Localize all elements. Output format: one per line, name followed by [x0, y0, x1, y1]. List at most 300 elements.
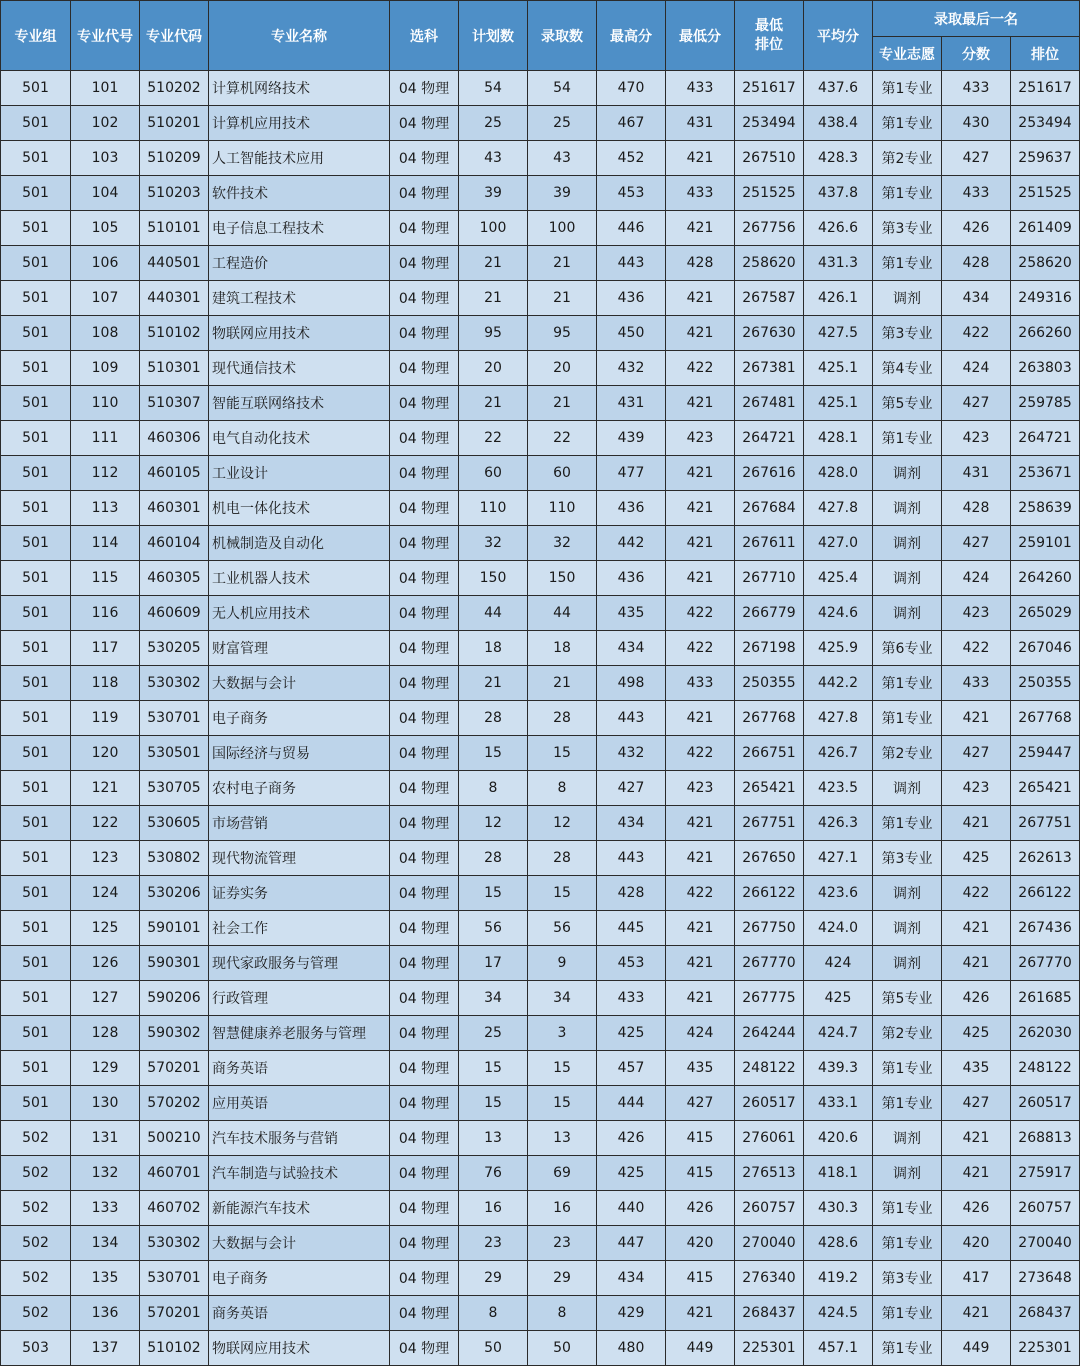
- cell-major-code: 510202: [140, 71, 209, 106]
- cell-major-name: 智能互联网络技术: [209, 386, 390, 421]
- cell-group: 501: [1, 456, 71, 491]
- cell-min-rank: 267684: [735, 491, 804, 526]
- header-max-score[interactable]: 最高分: [597, 1, 666, 71]
- cell-major-no: 113: [71, 491, 140, 526]
- cell-min-score: 422: [666, 596, 735, 631]
- cell-last-score: 428: [942, 246, 1011, 281]
- cell-last-score: 421: [942, 1156, 1011, 1191]
- cell-last-choice: 第1专业: [873, 701, 942, 736]
- cell-min-score: 433: [666, 71, 735, 106]
- cell-last-rank: 266260: [1011, 316, 1080, 351]
- cell-plan: 17: [459, 946, 528, 981]
- cell-avg-score: 430.3: [804, 1191, 873, 1226]
- table-row[interactable]: [1, 211, 1080, 246]
- cell-subject: 04 物理: [390, 1331, 459, 1366]
- cell-plan: 28: [459, 841, 528, 876]
- cell-major-name: 农村电子商务: [209, 771, 390, 806]
- cell-min-rank: 267768: [735, 701, 804, 736]
- header-subject[interactable]: 选科: [390, 1, 459, 71]
- cell-last-rank: 267768: [1011, 701, 1080, 736]
- cell-min-rank: 267587: [735, 281, 804, 316]
- cell-max-score: 435: [597, 596, 666, 631]
- cell-last-choice: 第5专业: [873, 981, 942, 1016]
- cell-min-rank: 264244: [735, 1016, 804, 1051]
- cell-last-rank: 267770: [1011, 946, 1080, 981]
- table-row[interactable]: [1, 561, 1080, 596]
- cell-last-score: 427: [942, 526, 1011, 561]
- cell-last-score: 433: [942, 71, 1011, 106]
- cell-major-no: 122: [71, 806, 140, 841]
- cell-avg-score: 423.6: [804, 876, 873, 911]
- cell-admitted: 28: [528, 841, 597, 876]
- cell-last-choice: 调剂: [873, 281, 942, 316]
- header-major-code[interactable]: 专业代码: [140, 1, 209, 71]
- cell-plan: 56: [459, 911, 528, 946]
- cell-avg-score: 433.1: [804, 1086, 873, 1121]
- table-row[interactable]: [1, 316, 1080, 351]
- cell-subject: 04 物理: [390, 666, 459, 701]
- cell-avg-score: 424: [804, 946, 873, 981]
- cell-last-rank: 249316: [1011, 281, 1080, 316]
- cell-min-rank: 267630: [735, 316, 804, 351]
- cell-last-rank: 259447: [1011, 736, 1080, 771]
- header-admitted[interactable]: 录取数: [528, 1, 597, 71]
- cell-plan: 15: [459, 736, 528, 771]
- cell-plan: 34: [459, 981, 528, 1016]
- cell-major-no: 131: [71, 1121, 140, 1156]
- cell-last-choice: 第1专业: [873, 246, 942, 281]
- cell-admitted: 15: [528, 736, 597, 771]
- cell-last-rank: 248122: [1011, 1051, 1080, 1086]
- cell-subject: 04 物理: [390, 386, 459, 421]
- cell-major-no: 114: [71, 526, 140, 561]
- table-row[interactable]: [1, 491, 1080, 526]
- cell-major-name: 社会工作: [209, 911, 390, 946]
- table-row[interactable]: [1, 351, 1080, 386]
- cell-avg-score: 425.1: [804, 386, 873, 421]
- cell-major-no: 109: [71, 351, 140, 386]
- cell-subject: 04 物理: [390, 806, 459, 841]
- table-row[interactable]: [1, 71, 1080, 106]
- cell-admitted: 28: [528, 701, 597, 736]
- cell-last-choice: 第1专业: [873, 1191, 942, 1226]
- table-row[interactable]: [1, 701, 1080, 736]
- cell-group: 502: [1, 1296, 71, 1331]
- cell-major-code: 570202: [140, 1086, 209, 1121]
- cell-min-rank: 276513: [735, 1156, 804, 1191]
- cell-group: 501: [1, 1051, 71, 1086]
- cell-max-score: 443: [597, 701, 666, 736]
- cell-major-name: 市场营销: [209, 806, 390, 841]
- cell-major-code: 530705: [140, 771, 209, 806]
- cell-major-no: 105: [71, 211, 140, 246]
- cell-avg-score: 438.4: [804, 106, 873, 141]
- cell-max-score: 442: [597, 526, 666, 561]
- cell-admitted: 95: [528, 316, 597, 351]
- cell-major-no: 117: [71, 631, 140, 666]
- cell-avg-score: 428.1: [804, 421, 873, 456]
- cell-avg-score: 426.7: [804, 736, 873, 771]
- header-group[interactable]: 专业组: [1, 1, 71, 71]
- cell-last-rank: 250355: [1011, 666, 1080, 701]
- cell-major-code: 460105: [140, 456, 209, 491]
- cell-last-choice: 调剂: [873, 946, 942, 981]
- cell-major-name: 无人机应用技术: [209, 596, 390, 631]
- cell-major-no: 112: [71, 456, 140, 491]
- cell-major-name: 汽车技术服务与营销: [209, 1121, 390, 1156]
- header-avg-score[interactable]: 平均分: [804, 1, 873, 71]
- cell-major-name: 机电一体化技术: [209, 491, 390, 526]
- cell-min-rank: 276340: [735, 1261, 804, 1296]
- cell-last-choice: 第4专业: [873, 351, 942, 386]
- cell-plan: 15: [459, 1086, 528, 1121]
- cell-avg-score: 425.9: [804, 631, 873, 666]
- cell-plan: 8: [459, 771, 528, 806]
- cell-major-code: 510102: [140, 1331, 209, 1366]
- cell-group: 502: [1, 1121, 71, 1156]
- cell-max-score: 453: [597, 946, 666, 981]
- cell-major-no: 111: [71, 421, 140, 456]
- cell-last-rank: 270040: [1011, 1226, 1080, 1261]
- table-row[interactable]: [1, 386, 1080, 421]
- cell-avg-score: 419.2: [804, 1261, 873, 1296]
- cell-min-score: 431: [666, 106, 735, 141]
- header-min-rank[interactable]: [735, 1, 804, 71]
- table-row[interactable]: [1, 1296, 1080, 1331]
- cell-plan: 22: [459, 421, 528, 456]
- cell-last-choice: 调剂: [873, 526, 942, 561]
- cell-group: 502: [1, 1191, 71, 1226]
- cell-plan: 150: [459, 561, 528, 596]
- cell-last-rank: 260757: [1011, 1191, 1080, 1226]
- table-row[interactable]: [1, 1261, 1080, 1296]
- cell-last-rank: 267046: [1011, 631, 1080, 666]
- table-row[interactable]: [1, 736, 1080, 771]
- cell-avg-score: 428.0: [804, 456, 873, 491]
- table-row[interactable]: [1, 806, 1080, 841]
- cell-min-rank: 251525: [735, 176, 804, 211]
- cell-min-rank: 258620: [735, 246, 804, 281]
- cell-major-no: 136: [71, 1296, 140, 1331]
- cell-subject: 04 物理: [390, 561, 459, 596]
- cell-major-code: 590206: [140, 981, 209, 1016]
- cell-avg-score: 427.1: [804, 841, 873, 876]
- cell-last-rank: 258639: [1011, 491, 1080, 526]
- cell-admitted: 15: [528, 1051, 597, 1086]
- cell-last-choice: 第2专业: [873, 736, 942, 771]
- cell-min-rank: 248122: [735, 1051, 804, 1086]
- cell-major-code: 530302: [140, 1226, 209, 1261]
- cell-subject: 04 物理: [390, 211, 459, 246]
- cell-group: 501: [1, 71, 71, 106]
- cell-major-name: 工程造价: [209, 246, 390, 281]
- table-row[interactable]: [1, 1156, 1080, 1191]
- table-row[interactable]: [1, 1121, 1080, 1156]
- table-row[interactable]: [1, 421, 1080, 456]
- cell-last-choice: 第1专业: [873, 1051, 942, 1086]
- header-min-score[interactable]: 最低分: [666, 1, 735, 71]
- cell-last-choice: 第1专业: [873, 71, 942, 106]
- cell-major-no: 115: [71, 561, 140, 596]
- cell-min-rank: 267756: [735, 211, 804, 246]
- cell-major-no: 110: [71, 386, 140, 421]
- cell-plan: 21: [459, 246, 528, 281]
- cell-last-score: 426: [942, 981, 1011, 1016]
- cell-max-score: 425: [597, 1016, 666, 1051]
- cell-last-rank: 268437: [1011, 1296, 1080, 1331]
- cell-group: 501: [1, 351, 71, 386]
- cell-max-score: 434: [597, 806, 666, 841]
- cell-major-code: 570201: [140, 1296, 209, 1331]
- cell-admitted: 18: [528, 631, 597, 666]
- table-row[interactable]: [1, 911, 1080, 946]
- cell-max-score: 447: [597, 1226, 666, 1261]
- table-row[interactable]: [1, 281, 1080, 316]
- cell-avg-score: 426.3: [804, 806, 873, 841]
- cell-min-rank: 251617: [735, 71, 804, 106]
- header-last-choice[interactable]: 专业志愿: [873, 37, 942, 71]
- cell-subject: 04 物理: [390, 946, 459, 981]
- cell-group: 502: [1, 1226, 71, 1261]
- table-row[interactable]: [1, 876, 1080, 911]
- table-row[interactable]: [1, 1051, 1080, 1086]
- table-row[interactable]: [1, 1016, 1080, 1051]
- cell-group: 501: [1, 666, 71, 701]
- cell-avg-score: 426.6: [804, 211, 873, 246]
- cell-last-choice: 第1专业: [873, 106, 942, 141]
- table-row[interactable]: [1, 176, 1080, 211]
- table-row[interactable]: [1, 631, 1080, 666]
- cell-admitted: 8: [528, 771, 597, 806]
- cell-min-score: 421: [666, 701, 735, 736]
- cell-major-code: 460701: [140, 1156, 209, 1191]
- cell-last-choice: 调剂: [873, 1121, 942, 1156]
- table-row[interactable]: [1, 1191, 1080, 1226]
- cell-max-score: 434: [597, 631, 666, 666]
- cell-admitted: 21: [528, 386, 597, 421]
- cell-group: 503: [1, 1331, 71, 1366]
- cell-subject: 04 物理: [390, 281, 459, 316]
- cell-last-rank: 273648: [1011, 1261, 1080, 1296]
- cell-major-name: 智慧健康养老服务与管理: [209, 1016, 390, 1051]
- table-row[interactable]: [1, 141, 1080, 176]
- cell-plan: 95: [459, 316, 528, 351]
- cell-subject: 04 物理: [390, 1226, 459, 1261]
- cell-min-score: 421: [666, 281, 735, 316]
- table-row[interactable]: [1, 981, 1080, 1016]
- cell-subject: 04 物理: [390, 106, 459, 141]
- cell-avg-score: 427.8: [804, 491, 873, 526]
- cell-min-rank: 266779: [735, 596, 804, 631]
- cell-plan: 15: [459, 876, 528, 911]
- cell-last-choice: 第3专业: [873, 1261, 942, 1296]
- cell-admitted: 32: [528, 526, 597, 561]
- cell-max-score: 426: [597, 1121, 666, 1156]
- cell-major-name: 商务英语: [209, 1051, 390, 1086]
- table-row[interactable]: [1, 1226, 1080, 1261]
- cell-min-score: 428: [666, 246, 735, 281]
- cell-group: 501: [1, 876, 71, 911]
- cell-last-choice: 调剂: [873, 771, 942, 806]
- cell-min-score: 421: [666, 526, 735, 561]
- table-row[interactable]: [1, 841, 1080, 876]
- table-row[interactable]: [1, 456, 1080, 491]
- cell-subject: 04 物理: [390, 911, 459, 946]
- cell-major-code: 510301: [140, 351, 209, 386]
- cell-min-rank: 276061: [735, 1121, 804, 1156]
- cell-min-score: 421: [666, 1296, 735, 1331]
- cell-plan: 28: [459, 701, 528, 736]
- cell-major-code: 530701: [140, 1261, 209, 1296]
- table-row[interactable]: [1, 1086, 1080, 1121]
- cell-major-no: 134: [71, 1226, 140, 1261]
- cell-avg-score: 423.5: [804, 771, 873, 806]
- cell-major-no: 129: [71, 1051, 140, 1086]
- cell-admitted: 15: [528, 876, 597, 911]
- cell-plan: 25: [459, 106, 528, 141]
- cell-major-no: 120: [71, 736, 140, 771]
- cell-last-score: 423: [942, 596, 1011, 631]
- cell-admitted: 56: [528, 911, 597, 946]
- cell-last-rank: 262030: [1011, 1016, 1080, 1051]
- cell-admitted: 23: [528, 1226, 597, 1261]
- cell-admitted: 110: [528, 491, 597, 526]
- table-row[interactable]: [1, 246, 1080, 281]
- header-last-rank[interactable]: 排位: [1011, 37, 1080, 71]
- cell-admitted: 21: [528, 666, 597, 701]
- cell-major-name: 大数据与会计: [209, 666, 390, 701]
- cell-last-choice: 第1专业: [873, 1296, 942, 1331]
- cell-major-code: 460306: [140, 421, 209, 456]
- cell-admitted: 29: [528, 1261, 597, 1296]
- cell-major-no: 127: [71, 981, 140, 1016]
- cell-admitted: 20: [528, 351, 597, 386]
- cell-min-score: 415: [666, 1261, 735, 1296]
- cell-last-choice: 调剂: [873, 1156, 942, 1191]
- table-row[interactable]: [1, 946, 1080, 981]
- cell-avg-score: 428.3: [804, 141, 873, 176]
- header-major-name[interactable]: 专业名称: [209, 1, 390, 71]
- cell-avg-score: 418.1: [804, 1156, 873, 1191]
- cell-major-code: 570201: [140, 1051, 209, 1086]
- cell-avg-score: 427.0: [804, 526, 873, 561]
- cell-major-no: 121: [71, 771, 140, 806]
- cell-major-code: 530302: [140, 666, 209, 701]
- cell-last-score: 420: [942, 1226, 1011, 1261]
- cell-max-score: 433: [597, 981, 666, 1016]
- cell-major-code: 530206: [140, 876, 209, 911]
- cell-admitted: 100: [528, 211, 597, 246]
- cell-group: 501: [1, 1086, 71, 1121]
- cell-last-score: 427: [942, 386, 1011, 421]
- cell-major-name: 物联网应用技术: [209, 1331, 390, 1366]
- cell-min-rank: 268437: [735, 1296, 804, 1331]
- table-row[interactable]: [1, 526, 1080, 561]
- cell-plan: 13: [459, 1121, 528, 1156]
- cell-last-score: 433: [942, 176, 1011, 211]
- cell-last-choice: 第1专业: [873, 1331, 942, 1366]
- cell-major-code: 440501: [140, 246, 209, 281]
- cell-avg-score: 424.6: [804, 596, 873, 631]
- cell-last-choice: 第3专业: [873, 211, 942, 246]
- table-row[interactable]: [1, 771, 1080, 806]
- cell-subject: 04 物理: [390, 526, 459, 561]
- cell-plan: 32: [459, 526, 528, 561]
- cell-min-score: 435: [666, 1051, 735, 1086]
- cell-min-score: 421: [666, 211, 735, 246]
- cell-major-name: 现代家政服务与管理: [209, 946, 390, 981]
- cell-last-score: 421: [942, 1121, 1011, 1156]
- cell-min-score: 421: [666, 491, 735, 526]
- cell-admitted: 8: [528, 1296, 597, 1331]
- cell-max-score: 480: [597, 1331, 666, 1366]
- cell-max-score: 431: [597, 386, 666, 421]
- cell-admitted: 54: [528, 71, 597, 106]
- cell-last-score: 425: [942, 1016, 1011, 1051]
- cell-min-rank: 253494: [735, 106, 804, 141]
- cell-min-rank: 267481: [735, 386, 804, 421]
- cell-last-rank: 260517: [1011, 1086, 1080, 1121]
- cell-min-score: 422: [666, 351, 735, 386]
- cell-max-score: 427: [597, 771, 666, 806]
- cell-avg-score: 427.8: [804, 701, 873, 736]
- cell-last-choice: 调剂: [873, 561, 942, 596]
- cell-plan: 18: [459, 631, 528, 666]
- cell-min-score: 422: [666, 876, 735, 911]
- cell-last-score: 427: [942, 736, 1011, 771]
- table-row[interactable]: [1, 666, 1080, 701]
- table-row[interactable]: [1, 596, 1080, 631]
- cell-last-choice: 第1专业: [873, 421, 942, 456]
- cell-plan: 54: [459, 71, 528, 106]
- cell-max-score: 436: [597, 281, 666, 316]
- cell-major-code: 460301: [140, 491, 209, 526]
- cell-admitted: 12: [528, 806, 597, 841]
- table-row[interactable]: [1, 1331, 1080, 1366]
- cell-major-code: 460609: [140, 596, 209, 631]
- cell-last-score: 423: [942, 771, 1011, 806]
- cell-admitted: 43: [528, 141, 597, 176]
- cell-major-name: 应用英语: [209, 1086, 390, 1121]
- cell-min-score: 421: [666, 946, 735, 981]
- header-major-no[interactable]: 专业代号: [71, 1, 140, 71]
- cell-admitted: 13: [528, 1121, 597, 1156]
- cell-major-no: 119: [71, 701, 140, 736]
- header-plan[interactable]: 计划数: [459, 1, 528, 71]
- cell-major-name: 商务英语: [209, 1296, 390, 1331]
- cell-major-name: 新能源汽车技术: [209, 1191, 390, 1226]
- table-row[interactable]: [1, 106, 1080, 141]
- cell-avg-score: 457.1: [804, 1331, 873, 1366]
- cell-group: 501: [1, 246, 71, 281]
- cell-min-rank: 270040: [735, 1226, 804, 1261]
- cell-major-code: 530205: [140, 631, 209, 666]
- cell-last-rank: 251525: [1011, 176, 1080, 211]
- cell-avg-score: 424.0: [804, 911, 873, 946]
- cell-min-score: 420: [666, 1226, 735, 1261]
- header-last-score[interactable]: 分数: [942, 37, 1011, 71]
- cell-min-score: 421: [666, 561, 735, 596]
- cell-min-score: 415: [666, 1156, 735, 1191]
- cell-subject: 04 物理: [390, 1296, 459, 1331]
- cell-subject: 04 物理: [390, 176, 459, 211]
- cell-major-name: 财富管理: [209, 631, 390, 666]
- cell-last-score: 427: [942, 1086, 1011, 1121]
- cell-last-score: 421: [942, 946, 1011, 981]
- cell-major-no: 108: [71, 316, 140, 351]
- cell-major-name: 大数据与会计: [209, 1226, 390, 1261]
- header-min-rank-line2: 排位: [755, 36, 783, 53]
